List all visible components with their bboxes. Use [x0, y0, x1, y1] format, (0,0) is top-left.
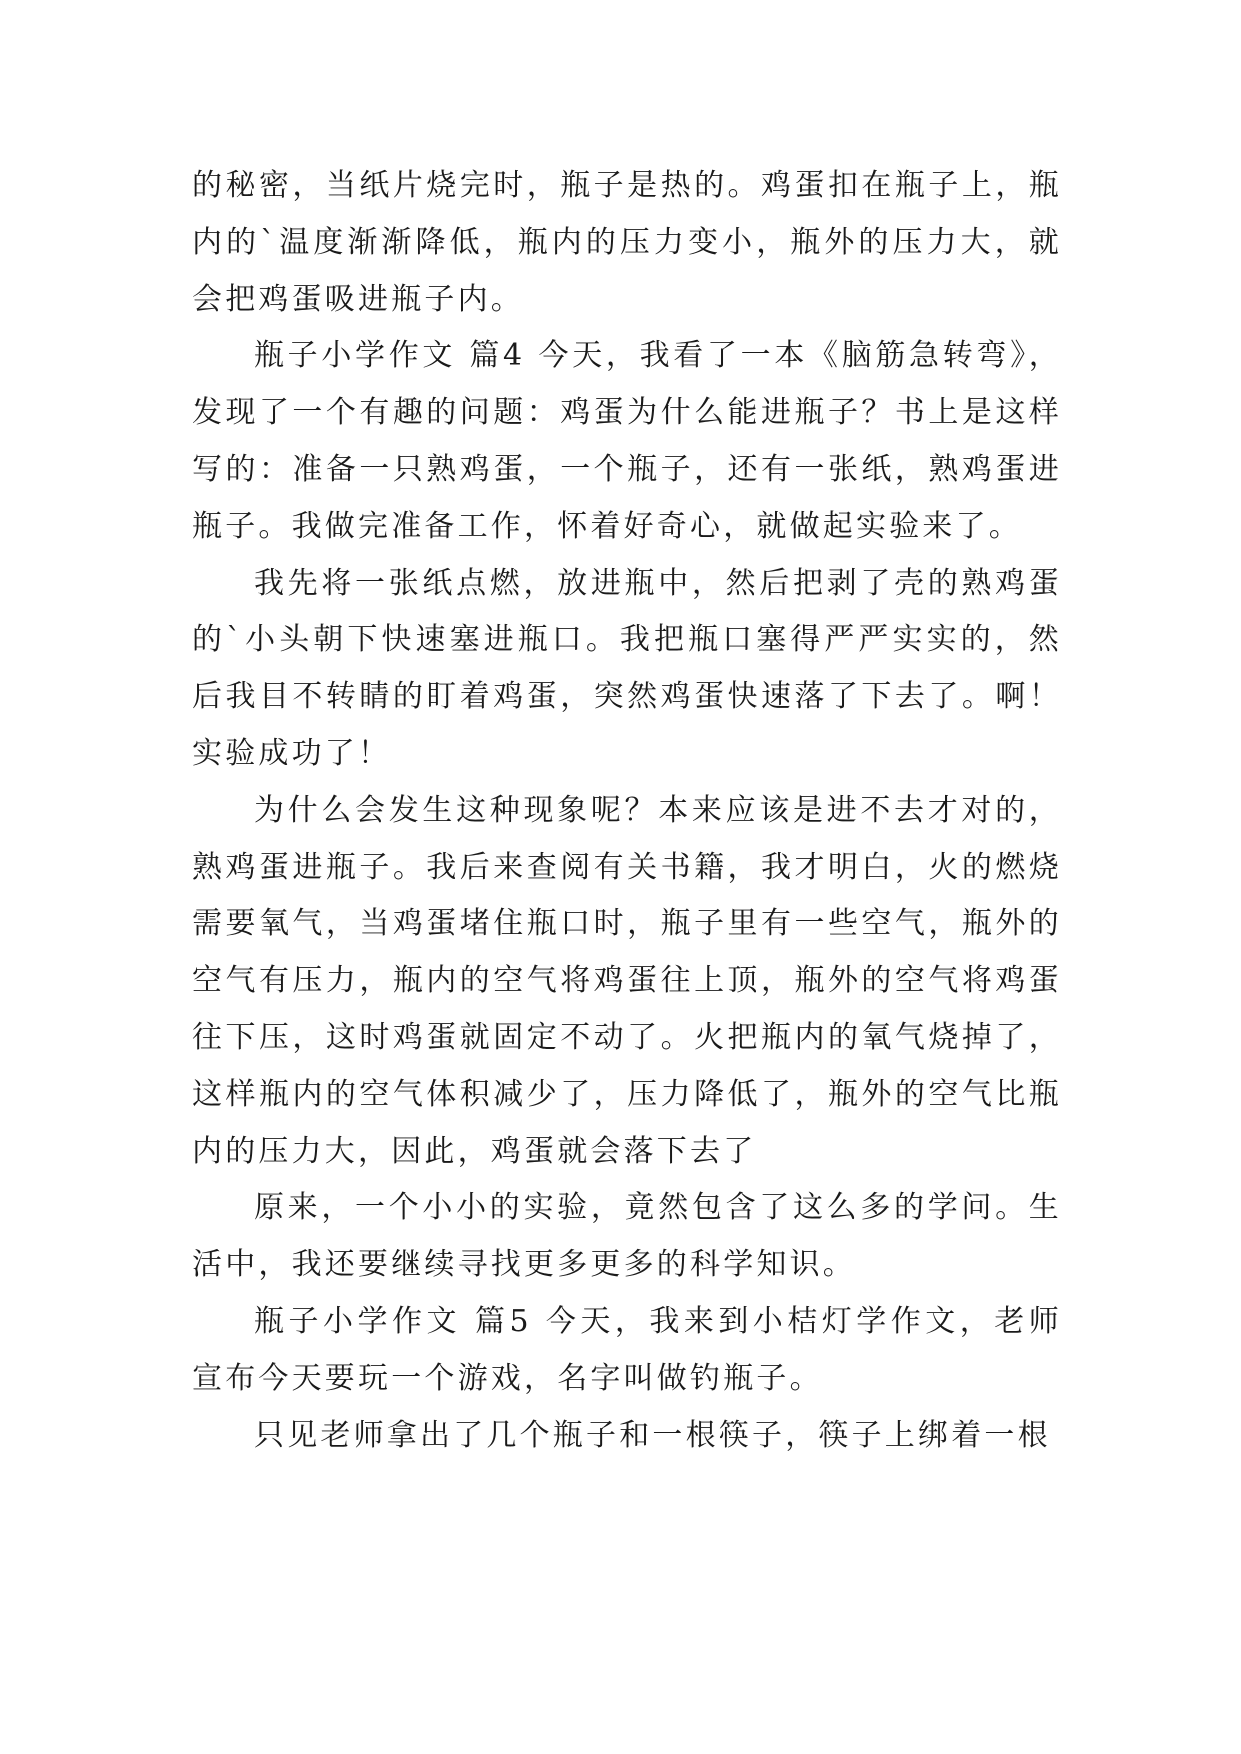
paragraph-explanation: 为什么会发生这种现象呢？本来应该是进不去才对的，熟鸡蛋进瓶子。我后来查阅有关书籍，我才明白，火的燃烧需要氧气，当鸡蛋堵住瓶口时，瓶子里有一些空气，瓶外的空气有压力，瓶内的空气将鸡蛋往上顶，瓶外的空气将鸡蛋往下压，这时鸡蛋就固定不动了。火把瓶内的氧气烧掉了，这样瓶内的空气体积减少了，压力降低了，瓶外的空气比瓶内的压力大，因此，鸡蛋就会落下去了 [192, 792, 1062, 1169]
paragraph-essay-4-intro: 瓶子小学作文 篇4 今天，我看了一本《脑筋急转弯》，发现了一个有趣的问题：鸡蛋为什么能进瓶子？书上是这样写的：准备一只熟鸡蛋，一个瓶子，还有一张纸，熟鸡蛋进瓶子。我做完准备工作，怀着好奇心，就做起实验来了。 [192, 338, 1062, 544]
paragraph-essay-5-intro: 瓶子小学作文 篇5 今天，我来到小桔灯学作文，老师宣布今天要玩一个游戏，名字叫做钓瓶子。 [192, 1303, 1062, 1396]
essay-body [192, 158, 1062, 1464]
paragraph-continuation: 的秘密，当纸片烧完时，瓶子是热的。鸡蛋扣在瓶子上，瓶内的`温度渐渐降低，瓶内的压力变小，瓶外的压力大，就会把鸡蛋吸进瓶子内。 [192, 168, 1062, 317]
paragraph-conclusion: 原来，一个小小的实验，竟然包含了这么多的学问。生活中，我还要继续寻找更多更多的科学知识。 [192, 1190, 1062, 1283]
paragraph-experiment: 我先将一张纸点燃，放进瓶中，然后把剥了壳的熟鸡蛋的`小头朝下快速塞进瓶口。我把瓶口塞得严严实实的，然后我目不转睛的盯着鸡蛋，突然鸡蛋快速落了下去了。啊！实验成功了！ [192, 565, 1062, 771]
paragraph-essay-5-body: 只见老师拿出了几个瓶子和一根筷子，筷子上绑着一根 [254, 1417, 1051, 1453]
